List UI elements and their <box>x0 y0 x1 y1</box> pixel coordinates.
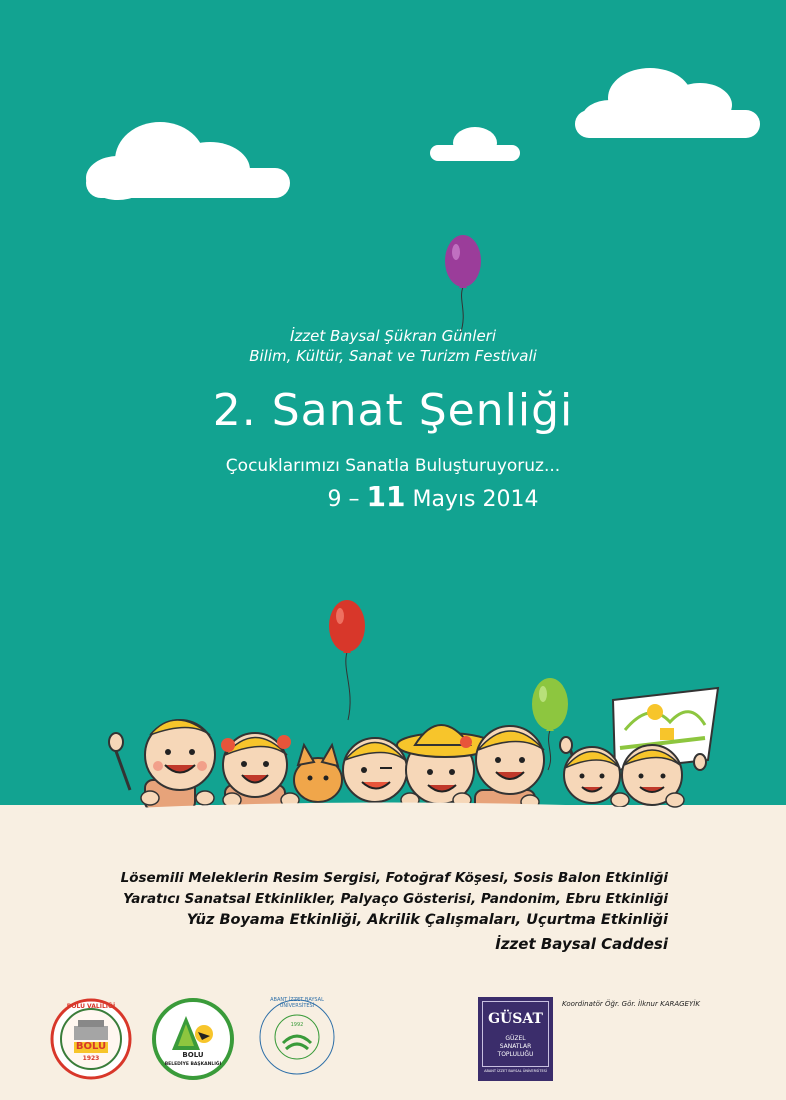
gusat-logo <box>478 997 553 1081</box>
date-start: 9 <box>327 487 342 512</box>
university-logo <box>256 993 338 1083</box>
cloud-right <box>575 68 760 138</box>
cloud-middle <box>430 127 520 161</box>
event-dates <box>0 480 786 513</box>
gusat-bottom-text: ABANT İZZET BAYSAL ÜNİVERSİTESİ <box>484 1069 547 1073</box>
belediye-emblem <box>152 998 234 1080</box>
balloon-purple <box>445 235 481 335</box>
university-arc-text: ABANT İZZET BAYSAL ÜNİVERSİTESİ <box>270 997 324 1009</box>
activity-line-1: Lösemili Meleklerin Resim Sergisi, Fotoğraf Köşesi, Sosis Balon Etkinliği <box>120 870 668 886</box>
balloon-red <box>329 600 365 720</box>
belediye-arc-text: BELEDİYE BAŞKANLIĞI <box>164 1062 222 1067</box>
gusat-sub1: GÜZEL <box>505 1035 526 1042</box>
gusat-sub3: TOPLULUĞU <box>497 1051 534 1058</box>
coordinator-credit: Koordinatör Öğr. Gör. İlknur KARAGEYİK <box>562 1000 700 1008</box>
belediye-name: BOLU <box>182 1051 204 1059</box>
venue: İzzet Baysal Caddesi <box>495 935 668 953</box>
page-title: 2. Sanat Şenliği <box>212 385 574 436</box>
university-year: 1992 <box>290 1022 304 1028</box>
date-end: 11 <box>366 480 406 513</box>
date-rest: Mayıs 2014 <box>405 487 539 512</box>
activity-line-2: Yaratıcı Sanatsal Etkinlikler, Palyaço Gösterisi, Pandonim, Ebru Etkinliği <box>123 891 668 907</box>
valilik-year: 1923 <box>82 1055 100 1062</box>
activity-line-3: Yüz Boyama Etkinliği, Akrilik Çalışmaları, Uçurtma Etkinliği <box>186 912 668 928</box>
ground-curve <box>0 803 786 831</box>
festival-line2: Bilim, Kültür, Sanat ve Turizm Festivali <box>249 347 537 365</box>
gusat-name: GÜSAT <box>488 1011 543 1027</box>
date-separator: – <box>341 487 367 512</box>
bolu-belediye-logo <box>152 998 234 1080</box>
slogan: Çocuklarımızı Sanatla Buluşturuyoruz... <box>225 456 561 476</box>
bolu-valiligi-logo <box>50 998 132 1080</box>
valilik-mid-text: BOLU <box>75 1041 107 1052</box>
festival-line1: İzzet Baysal Şükran Günleri <box>289 327 497 345</box>
valilik-emblem <box>50 998 132 1080</box>
activities-list <box>121 868 668 955</box>
gusat-sub2: SANATLAR <box>499 1043 532 1050</box>
valilik-top-text: BOLU VALİLİĞİ <box>66 1003 116 1010</box>
cloud-left <box>86 122 290 200</box>
